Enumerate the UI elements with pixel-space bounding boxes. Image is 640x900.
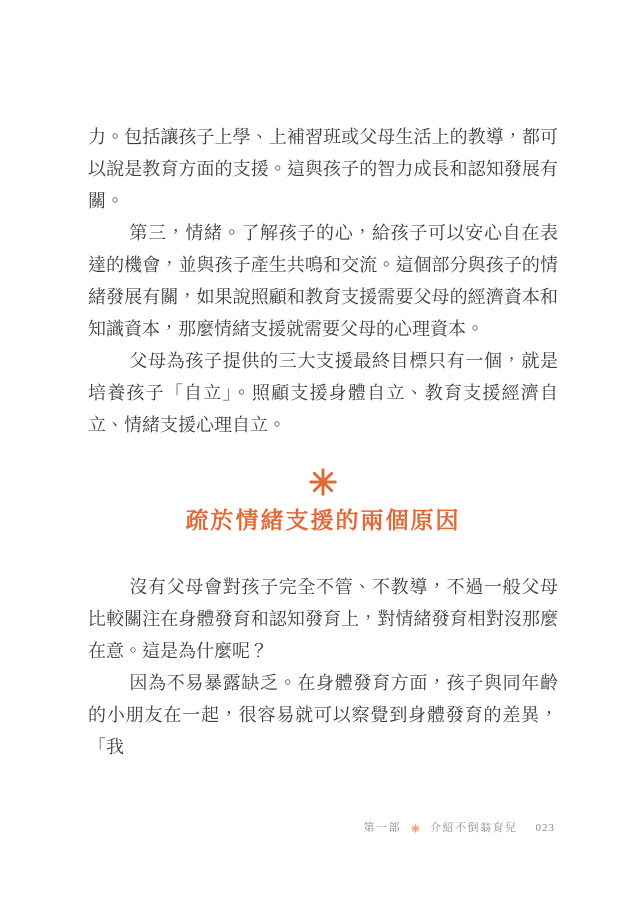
footer-page-number: 023: [535, 822, 555, 834]
paragraph: 力。包括讓孩子上學、上補習班或父母生活上的教導，都可以說是教育方面的支援。這與孩子的智力成長和認知發展有關。: [88, 127, 558, 211]
page-footer: [364, 820, 556, 836]
body-text-top: [88, 121, 558, 441]
footer-chapter-title: 介紹不倒翁育兒: [430, 822, 518, 834]
body-text-bottom: [88, 571, 558, 763]
paragraph: 沒有父母會對孩子完全不管、不教導，不過一般父母比較關注在身體發育和認知發育上，對情緒發育相對沒那麼在意。這是為什麼呢？: [88, 577, 558, 661]
paragraph: 第三，情緒。了解孩子的心，給孩子可以安心自在表達的機會，並與孩子產生共鳴和交流。這個部分與孩子的情緒發展有關，如果說照顧和教育支援需要父母的經濟資本和知識資本，那麼情緒支援就需要父母的心理資本。: [88, 223, 558, 339]
section-divider: [88, 467, 558, 499]
section-heading: 疏於情緒支援的兩個原因: [185, 508, 461, 533]
footer-asterisk-icon: [411, 824, 420, 833]
footer-part-label: 第一部: [363, 822, 401, 834]
paragraph: 因為不易暴露缺乏。在身體發育方面，孩子與同年齡的小朋友在一起，很容易就可以察覺到身體發育的差異，「我: [88, 673, 558, 757]
paragraph: 父母為孩子提供的三大支援最終目標只有一個，就是培養孩子「自立」。照顧支援身體自立、教育支援經濟自立、情緒支援心理自立。: [88, 351, 558, 435]
eight-spoked-asterisk-icon: [308, 467, 338, 497]
